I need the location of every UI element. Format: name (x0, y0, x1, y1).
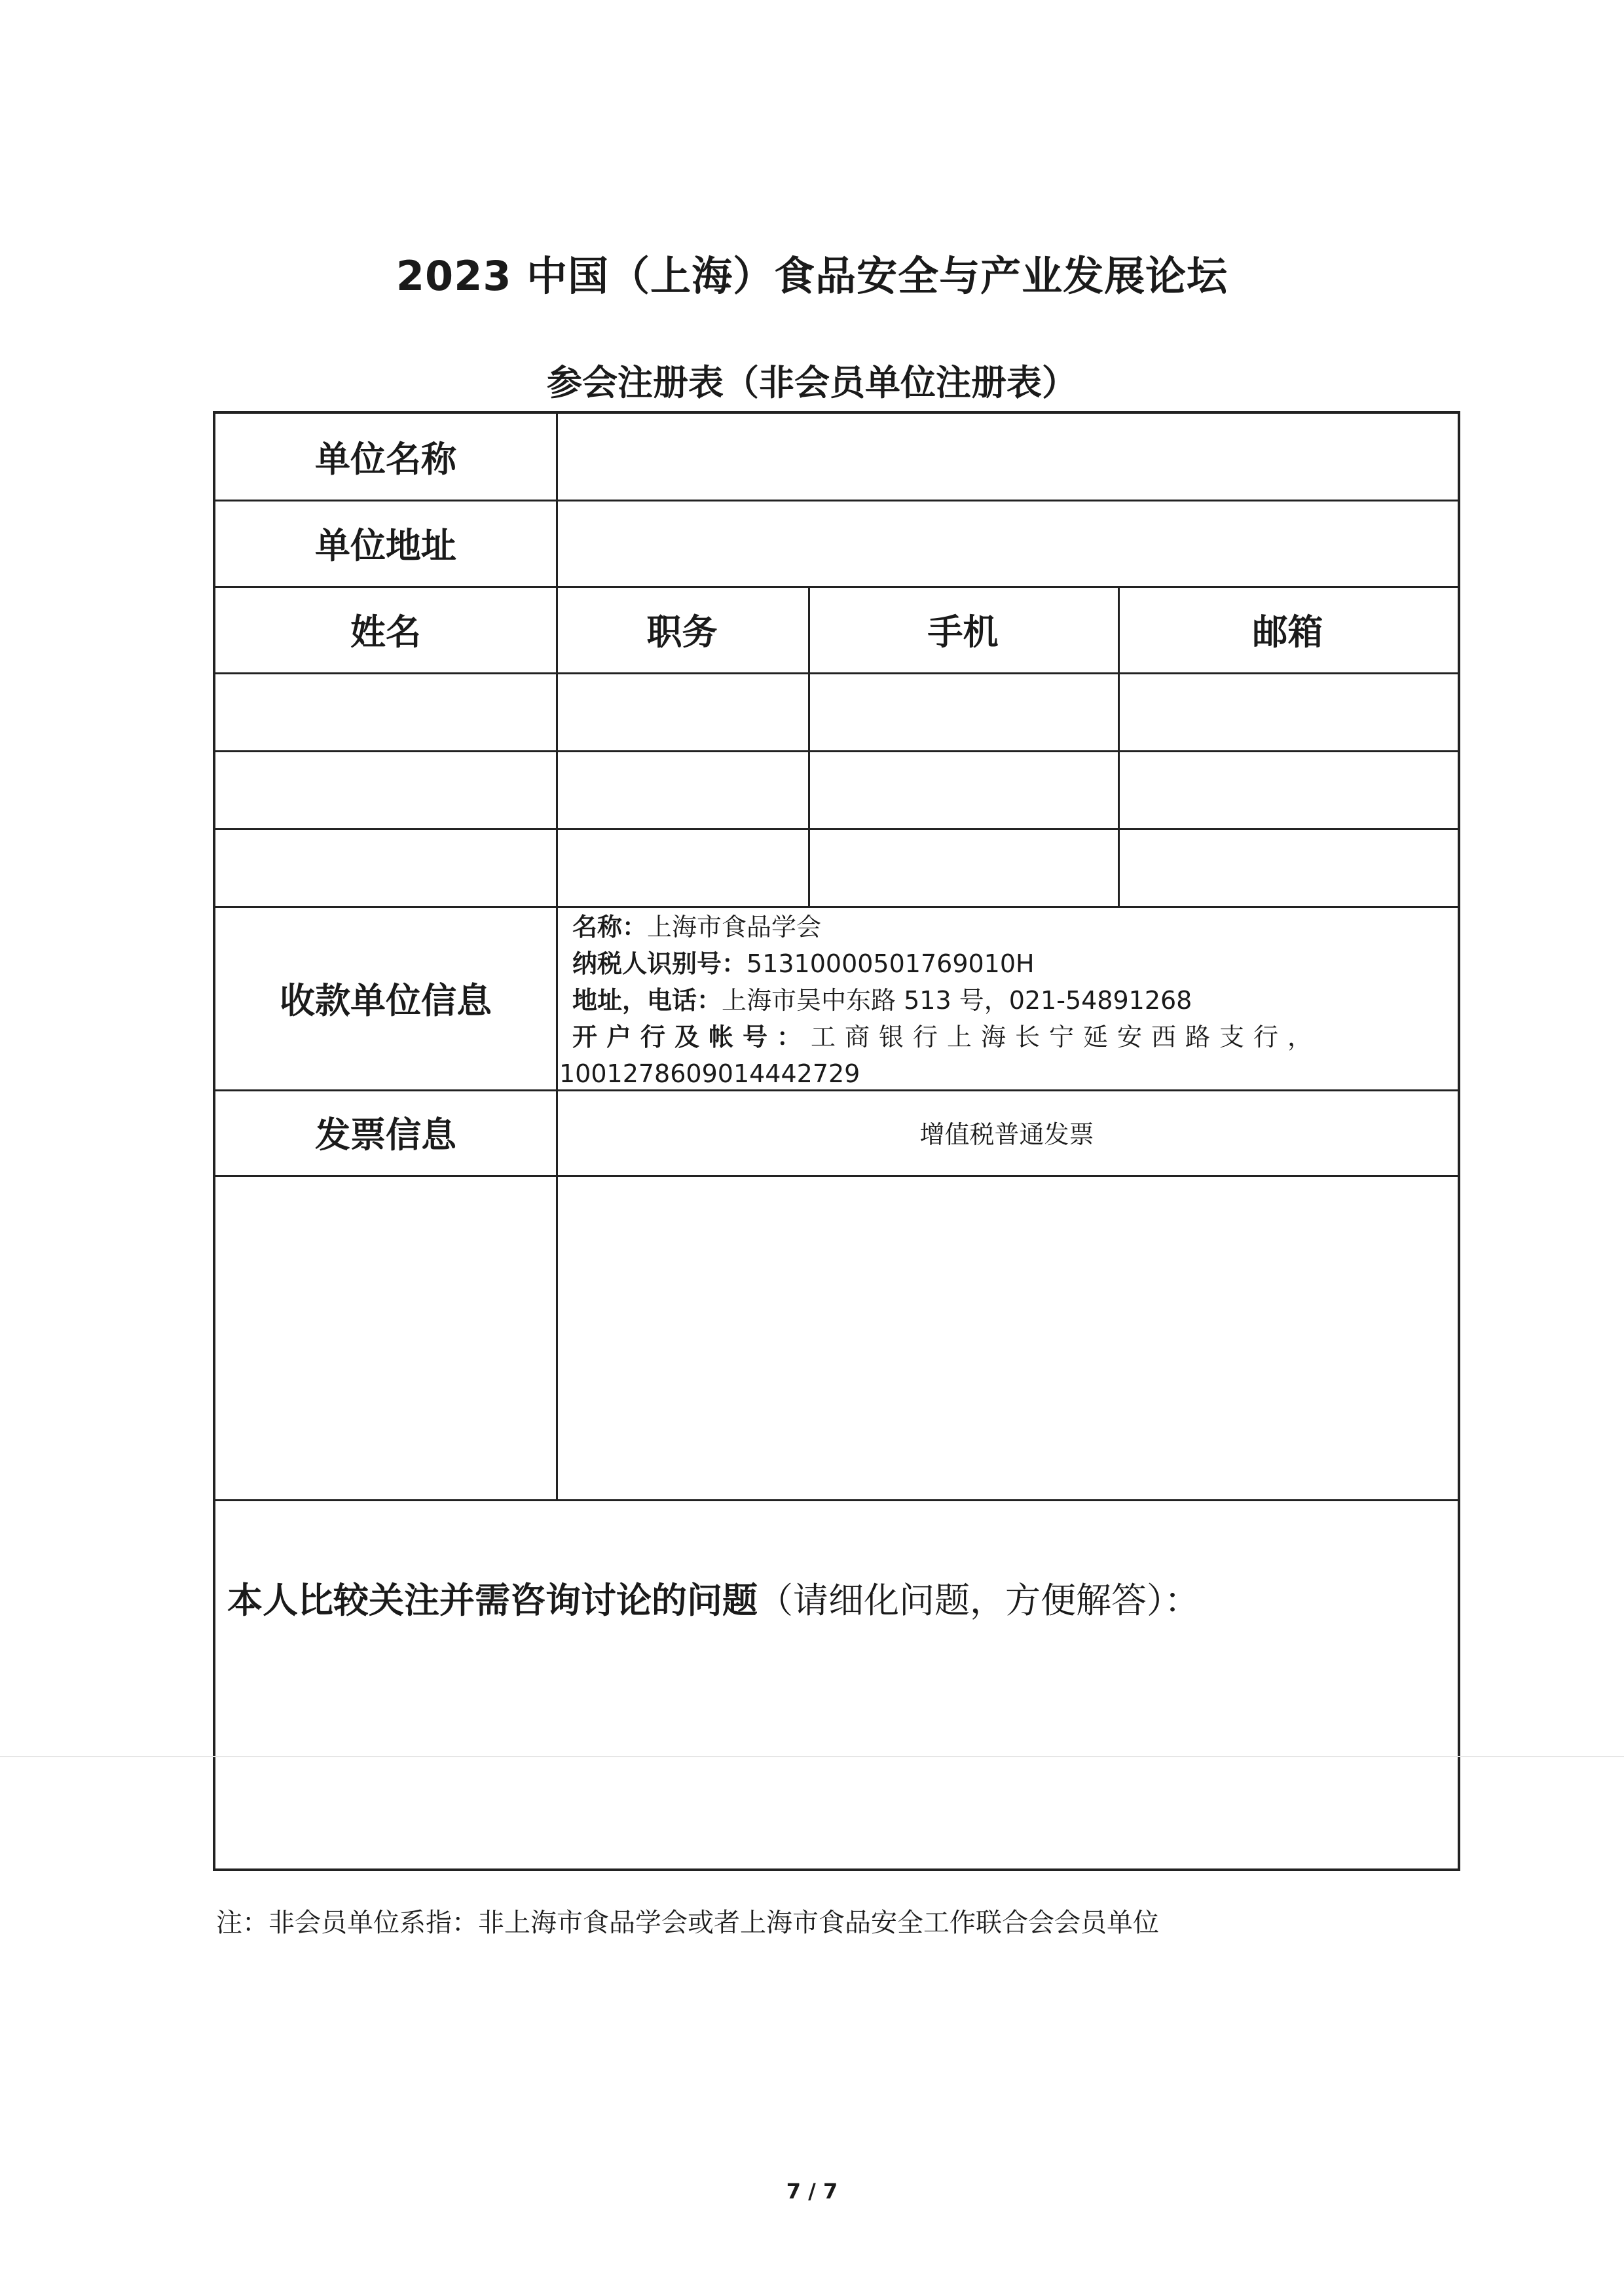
payee-address-key: 地址，电话： (572, 986, 722, 1015)
scan-artifact-line (0, 1756, 1624, 1757)
page-number: 7 / 7 (786, 2179, 838, 2204)
row-divider (215, 750, 1458, 752)
questions-prompt (227, 1573, 1200, 1623)
payee-bank-value: 工商银行上海长宁延安西路支行， (811, 1023, 1322, 1051)
row-divider (215, 1499, 1458, 1501)
form-title: 参会注册表（非会员单位注册表） (547, 362, 1077, 403)
unit-address-label: 单位地址 (315, 524, 456, 566)
column-divider (556, 414, 558, 1499)
questions-prompt-hint: （请细化问题，方便解答）： (758, 1580, 1200, 1621)
payee-name-value: 上海市食品学会 (647, 913, 822, 941)
payee-address-value: 上海市吴中东路 513 号，021-54891268 (722, 986, 1192, 1015)
payee-name-key: 名称： (572, 913, 648, 941)
column-header-email: 邮箱 (1252, 611, 1323, 653)
page-title: 2023 中国（上海）食品安全与产业发展论坛 (396, 252, 1228, 300)
payee-tax-id-value: 51310000501769010H (747, 949, 1035, 978)
column-header-name: 姓名 (350, 611, 421, 653)
unit-name-label: 单位名称 (315, 439, 456, 480)
column-header-mobile: 手机 (927, 611, 999, 653)
column-header-position: 职务 (646, 611, 718, 653)
row-divider (215, 672, 1458, 674)
payee-tax-id-key: 纳税人识别号： (572, 949, 747, 978)
invoice-info-label: 发票信息 (315, 1114, 456, 1156)
payee-account-value: 1001278609014442729 (559, 1059, 860, 1088)
questions-prompt-bold: 本人比较关注并需咨询讨论的问题 (227, 1580, 758, 1621)
row-divider (215, 828, 1458, 830)
payee-bank-key: 开户行及帐号： (572, 1023, 811, 1051)
registration-form-table (213, 411, 1460, 1871)
payee-info-label: 收款单位信息 (280, 979, 492, 1021)
footnote: 注：非会员单位系指：非上海市食品学会或者上海市食品安全工作联合会会员单位 (216, 1908, 1159, 1938)
row-divider (215, 1175, 1458, 1177)
payee-info-content (559, 909, 1443, 1092)
invoice-type-value: 增值税普通发票 (919, 1120, 1094, 1149)
